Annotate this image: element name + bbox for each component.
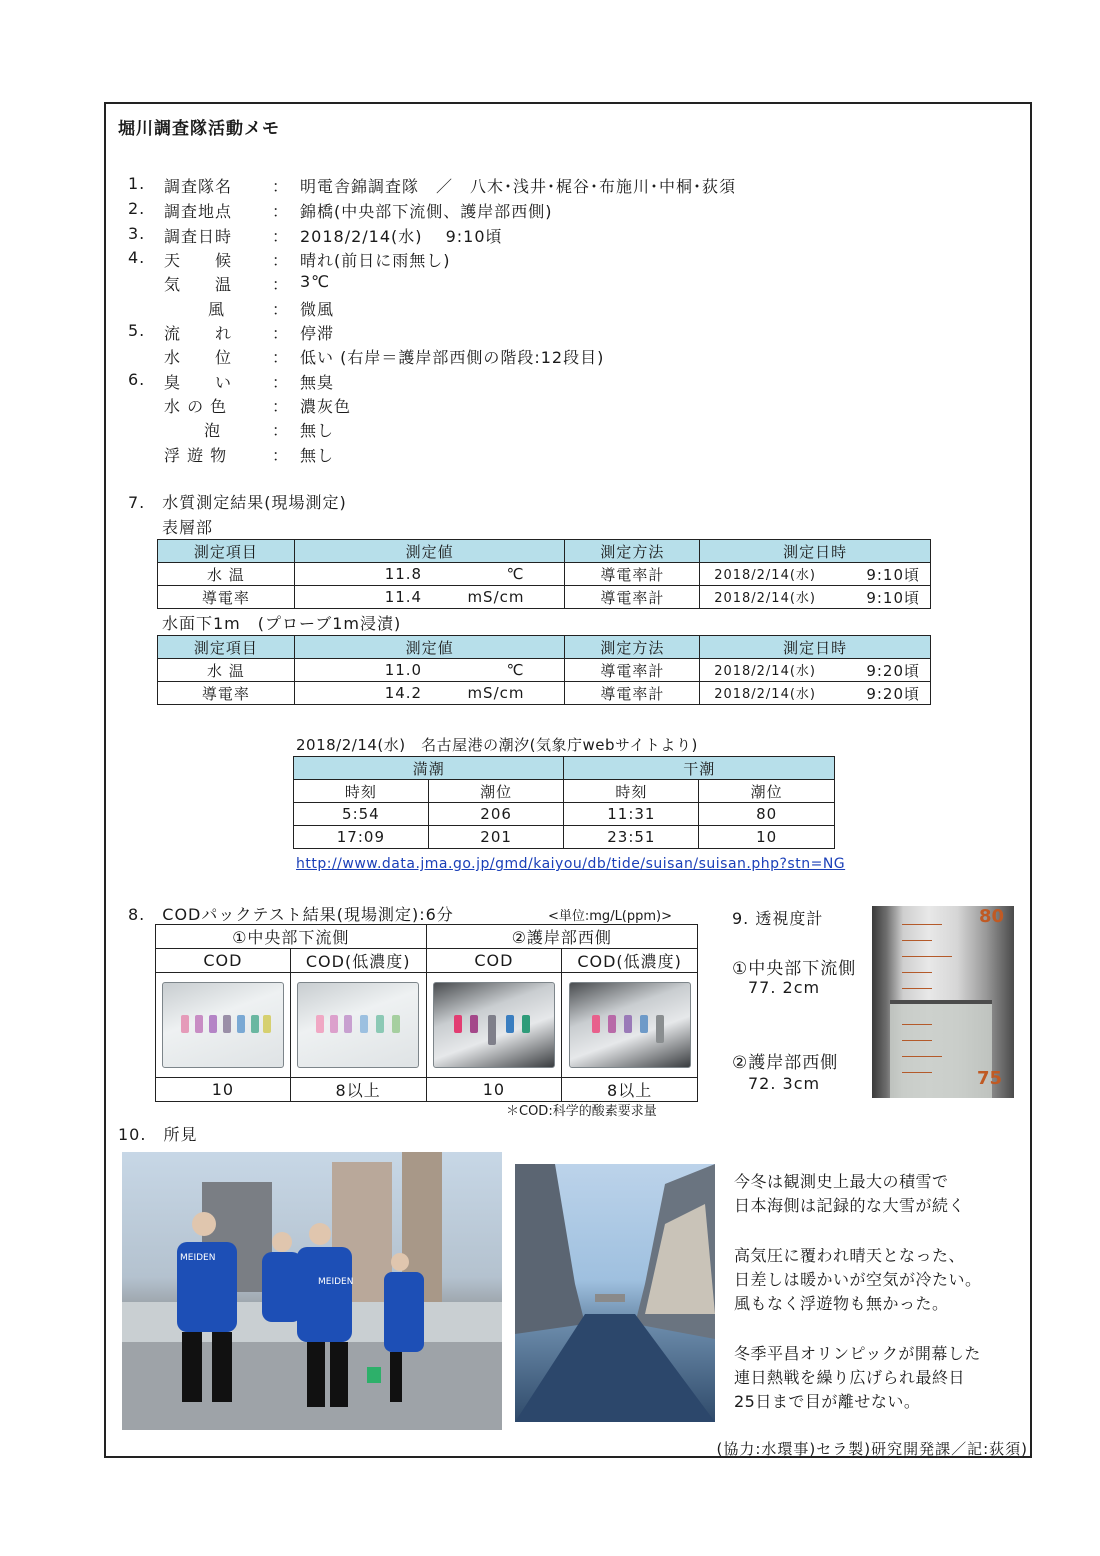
section-8-title: 8. CODパックテスト結果(現場測定):6分	[128, 905, 454, 924]
value-cell	[294, 682, 565, 705]
section-7-title: 7. 水質測定結果(現場測定)	[128, 493, 347, 512]
header-item: 測定項目	[158, 540, 295, 563]
footer-credit: (協力:水環事)セラ製)研究開発課／記:荻須)	[716, 1440, 1028, 1458]
info-label: 流 れ	[164, 324, 233, 343]
item-cell: 水 温	[158, 659, 295, 682]
info-value: 2018/2/14(水) 9:10頃	[300, 227, 503, 246]
info-label: 調査日時	[164, 227, 233, 246]
info-label: 気 温	[164, 275, 233, 294]
date-text: 2018/2/14(水)	[714, 590, 816, 606]
jacket-logo: MEIDEN	[180, 1253, 216, 1263]
info-number: 6.	[128, 370, 146, 389]
table-row	[158, 586, 931, 609]
method-cell: 導電率計	[565, 659, 700, 682]
survey-team-photo	[122, 1152, 502, 1430]
time-text: 9:20頃	[866, 661, 920, 680]
surface-table	[157, 539, 931, 609]
info-value: 無臭	[300, 373, 335, 392]
unit-note: <単位:mg/L(ppm)>	[548, 909, 673, 924]
info-value: 無し	[300, 421, 335, 440]
value-unit: mS/cm	[467, 588, 525, 606]
tide-cell: 17:09	[294, 826, 429, 849]
tide-low-header: 干潮	[564, 757, 835, 780]
info-colon: ：	[272, 421, 290, 440]
cod-group-2: ②護岸部西側	[426, 925, 697, 949]
info-colon: ：	[272, 251, 290, 270]
info-colon: ：	[272, 300, 290, 319]
cod-low-header: COD(低濃度)	[562, 949, 698, 973]
info-label: 調査地点	[164, 202, 233, 221]
tide-level-header: 潮位	[699, 780, 835, 803]
date-text: 2018/2/14(水)	[714, 567, 816, 583]
value-cell	[294, 586, 565, 609]
table-row	[158, 563, 931, 586]
info-label: 天 候	[164, 251, 233, 270]
info-label: 浮 遊 物	[164, 446, 228, 465]
p1-label: ①中央部下流側	[732, 959, 857, 979]
date-cell	[700, 563, 931, 586]
tide-table	[293, 756, 835, 849]
info-number: 3.	[128, 224, 146, 243]
tide-time-header: 時刻	[294, 780, 429, 803]
info-label: 風	[208, 300, 226, 319]
header-item: 測定項目	[158, 636, 295, 659]
info-number: 5.	[128, 321, 146, 340]
jma-tide-link[interactable]: http://www.data.jma.go.jp/gmd/kaiyou/db/tide/suisan/suisan.php?stn=NG	[296, 856, 846, 872]
cod-value: 10	[426, 1078, 562, 1102]
info-label: 臭 い	[164, 373, 233, 392]
tide-level-header: 潮位	[428, 780, 564, 803]
info-value: 3℃	[300, 272, 331, 291]
pack-test-photo	[297, 982, 419, 1068]
info-colon: ：	[272, 324, 290, 343]
info-value: 無し	[300, 446, 335, 465]
header-date: 測定日時	[700, 540, 931, 563]
method-cell: 導電率計	[565, 682, 700, 705]
item-cell: 導電率	[158, 682, 295, 705]
table-row	[294, 803, 835, 826]
info-colon: ：	[272, 227, 290, 246]
scale-bottom-label: 75	[976, 1068, 1002, 1089]
section-9-title: 9. 透視度計	[732, 909, 824, 928]
value-unit: ℃	[506, 661, 525, 679]
info-value: 晴れ(前日に雨無し)	[300, 251, 451, 270]
info-colon: ：	[272, 446, 290, 465]
river-photo	[515, 1164, 715, 1422]
p1-value: 77. 2cm	[748, 978, 821, 997]
value-number: 11.4	[384, 588, 423, 606]
info-value: 明電舎錦調査隊 ／ 八木･浅井･梶谷･布施川･中桐･荻須	[300, 177, 737, 196]
value-cell	[294, 563, 565, 586]
info-colon: ：	[272, 177, 290, 196]
value-cell	[294, 659, 565, 682]
finding-line: 高気圧に覆われ晴天となった、	[734, 1246, 966, 1265]
finding-line: 風もなく浮遊物も無かった。	[734, 1294, 949, 1313]
cod-table	[155, 924, 698, 1102]
cod-value: 8以上	[290, 1078, 426, 1102]
depth-table	[157, 635, 931, 705]
info-value: 微風	[300, 300, 335, 319]
table-row	[158, 682, 931, 705]
value-unit: mS/cm	[467, 684, 525, 702]
finding-line: 連日熱戦を繰り広げられ最終日	[734, 1368, 966, 1387]
cod-header: COD	[426, 949, 562, 973]
section-10-title: 10. 所見	[118, 1125, 198, 1144]
tide-cell: 80	[699, 803, 835, 826]
info-label: 調査隊名	[164, 177, 233, 196]
info-value: 停滞	[300, 324, 335, 343]
info-number: 4.	[128, 248, 146, 267]
time-text: 9:10頃	[866, 588, 920, 607]
scale-top-label: 80	[978, 906, 1004, 927]
info-number: 2.	[128, 199, 146, 218]
p2-label: ②護岸部西側	[732, 1053, 839, 1073]
cod-value: 8以上	[562, 1078, 698, 1102]
info-colon: ：	[272, 202, 290, 221]
header-value: 測定値	[294, 636, 565, 659]
header-method: 測定方法	[565, 540, 700, 563]
info-label: 水 位	[164, 348, 233, 367]
info-colon: ：	[272, 275, 290, 294]
cod-photo-3	[426, 973, 562, 1078]
depth-label: 水面下1m (プローブ1m浸漬)	[162, 614, 402, 633]
header-date: 測定日時	[700, 636, 931, 659]
info-label: 水 の 色	[164, 397, 228, 416]
table-row	[158, 659, 931, 682]
method-cell: 導電率計	[565, 586, 700, 609]
tide-cell: 5:54	[294, 803, 429, 826]
tide-cell: 23:51	[564, 826, 699, 849]
info-colon: ：	[272, 373, 290, 392]
memo-title: 堀川調査隊活動メモ	[118, 119, 280, 139]
surface-label: 表層部	[162, 518, 214, 537]
pack-test-photo	[162, 982, 284, 1068]
pack-test-photo	[569, 982, 691, 1068]
cod-photo-4	[562, 973, 698, 1078]
cod-group-1: ①中央部下流側	[156, 925, 427, 949]
item-cell: 導電率	[158, 586, 295, 609]
item-cell: 水 温	[158, 563, 295, 586]
method-cell: 導電率計	[565, 563, 700, 586]
info-number: 1.	[128, 174, 146, 193]
date-text: 2018/2/14(水)	[714, 663, 816, 679]
info-value: 低い (右岸＝護岸部西側の階段:12段目)	[300, 348, 605, 367]
p2-value: 72. 3cm	[748, 1074, 821, 1093]
tide-time-header: 時刻	[564, 780, 699, 803]
header-method: 測定方法	[565, 636, 700, 659]
finding-line: 日差しは暖かいが空気が冷たい。	[734, 1270, 982, 1289]
jacket-logo: MEIDEN	[318, 1277, 354, 1287]
tide-cell: 10	[699, 826, 835, 849]
time-text: 9:20頃	[866, 684, 920, 703]
tide-cell: 206	[428, 803, 564, 826]
info-value: 濃灰色	[300, 397, 352, 416]
value-unit: ℃	[506, 565, 525, 583]
value-number: 11.8	[384, 565, 423, 583]
cod-photo-1	[156, 973, 291, 1078]
finding-line: 日本海側は記録的な大雪が続く	[734, 1196, 966, 1215]
cod-photo-2	[290, 973, 426, 1078]
transparency-tube-photo	[872, 906, 1014, 1098]
tide-high-header: 満潮	[294, 757, 564, 780]
header-value: 測定値	[294, 540, 565, 563]
tide-cell: 201	[428, 826, 564, 849]
pack-test-photo	[433, 982, 555, 1068]
info-colon: ：	[272, 397, 290, 416]
cod-header: COD	[156, 949, 291, 973]
value-number: 11.0	[384, 661, 423, 679]
date-cell	[700, 659, 931, 682]
time-text: 9:10頃	[866, 565, 920, 584]
finding-line: 冬季平昌オリンピックが開幕した	[734, 1344, 981, 1363]
value-number: 14.2	[384, 684, 423, 702]
date-text: 2018/2/14(水)	[714, 686, 816, 702]
finding-line: 25日まで目が離せない。	[734, 1392, 921, 1411]
tide-caption: 2018/2/14(水) 名古屋港の潮汐(気象庁webサイトより)	[296, 736, 698, 754]
info-value: 錦橋(中央部下流側、護岸部西側)	[300, 202, 553, 221]
finding-line: 今冬は観測史上最大の積雪で	[734, 1172, 949, 1191]
info-colon: ：	[272, 348, 290, 367]
tide-cell: 11:31	[564, 803, 699, 826]
date-cell	[700, 682, 931, 705]
cod-footnote: ＊COD:科学的酸素要求量	[506, 1104, 657, 1119]
date-cell	[700, 586, 931, 609]
table-row	[294, 826, 835, 849]
cod-value: 10	[156, 1078, 291, 1102]
info-label: 泡	[204, 421, 222, 440]
cod-low-header: COD(低濃度)	[290, 949, 426, 973]
